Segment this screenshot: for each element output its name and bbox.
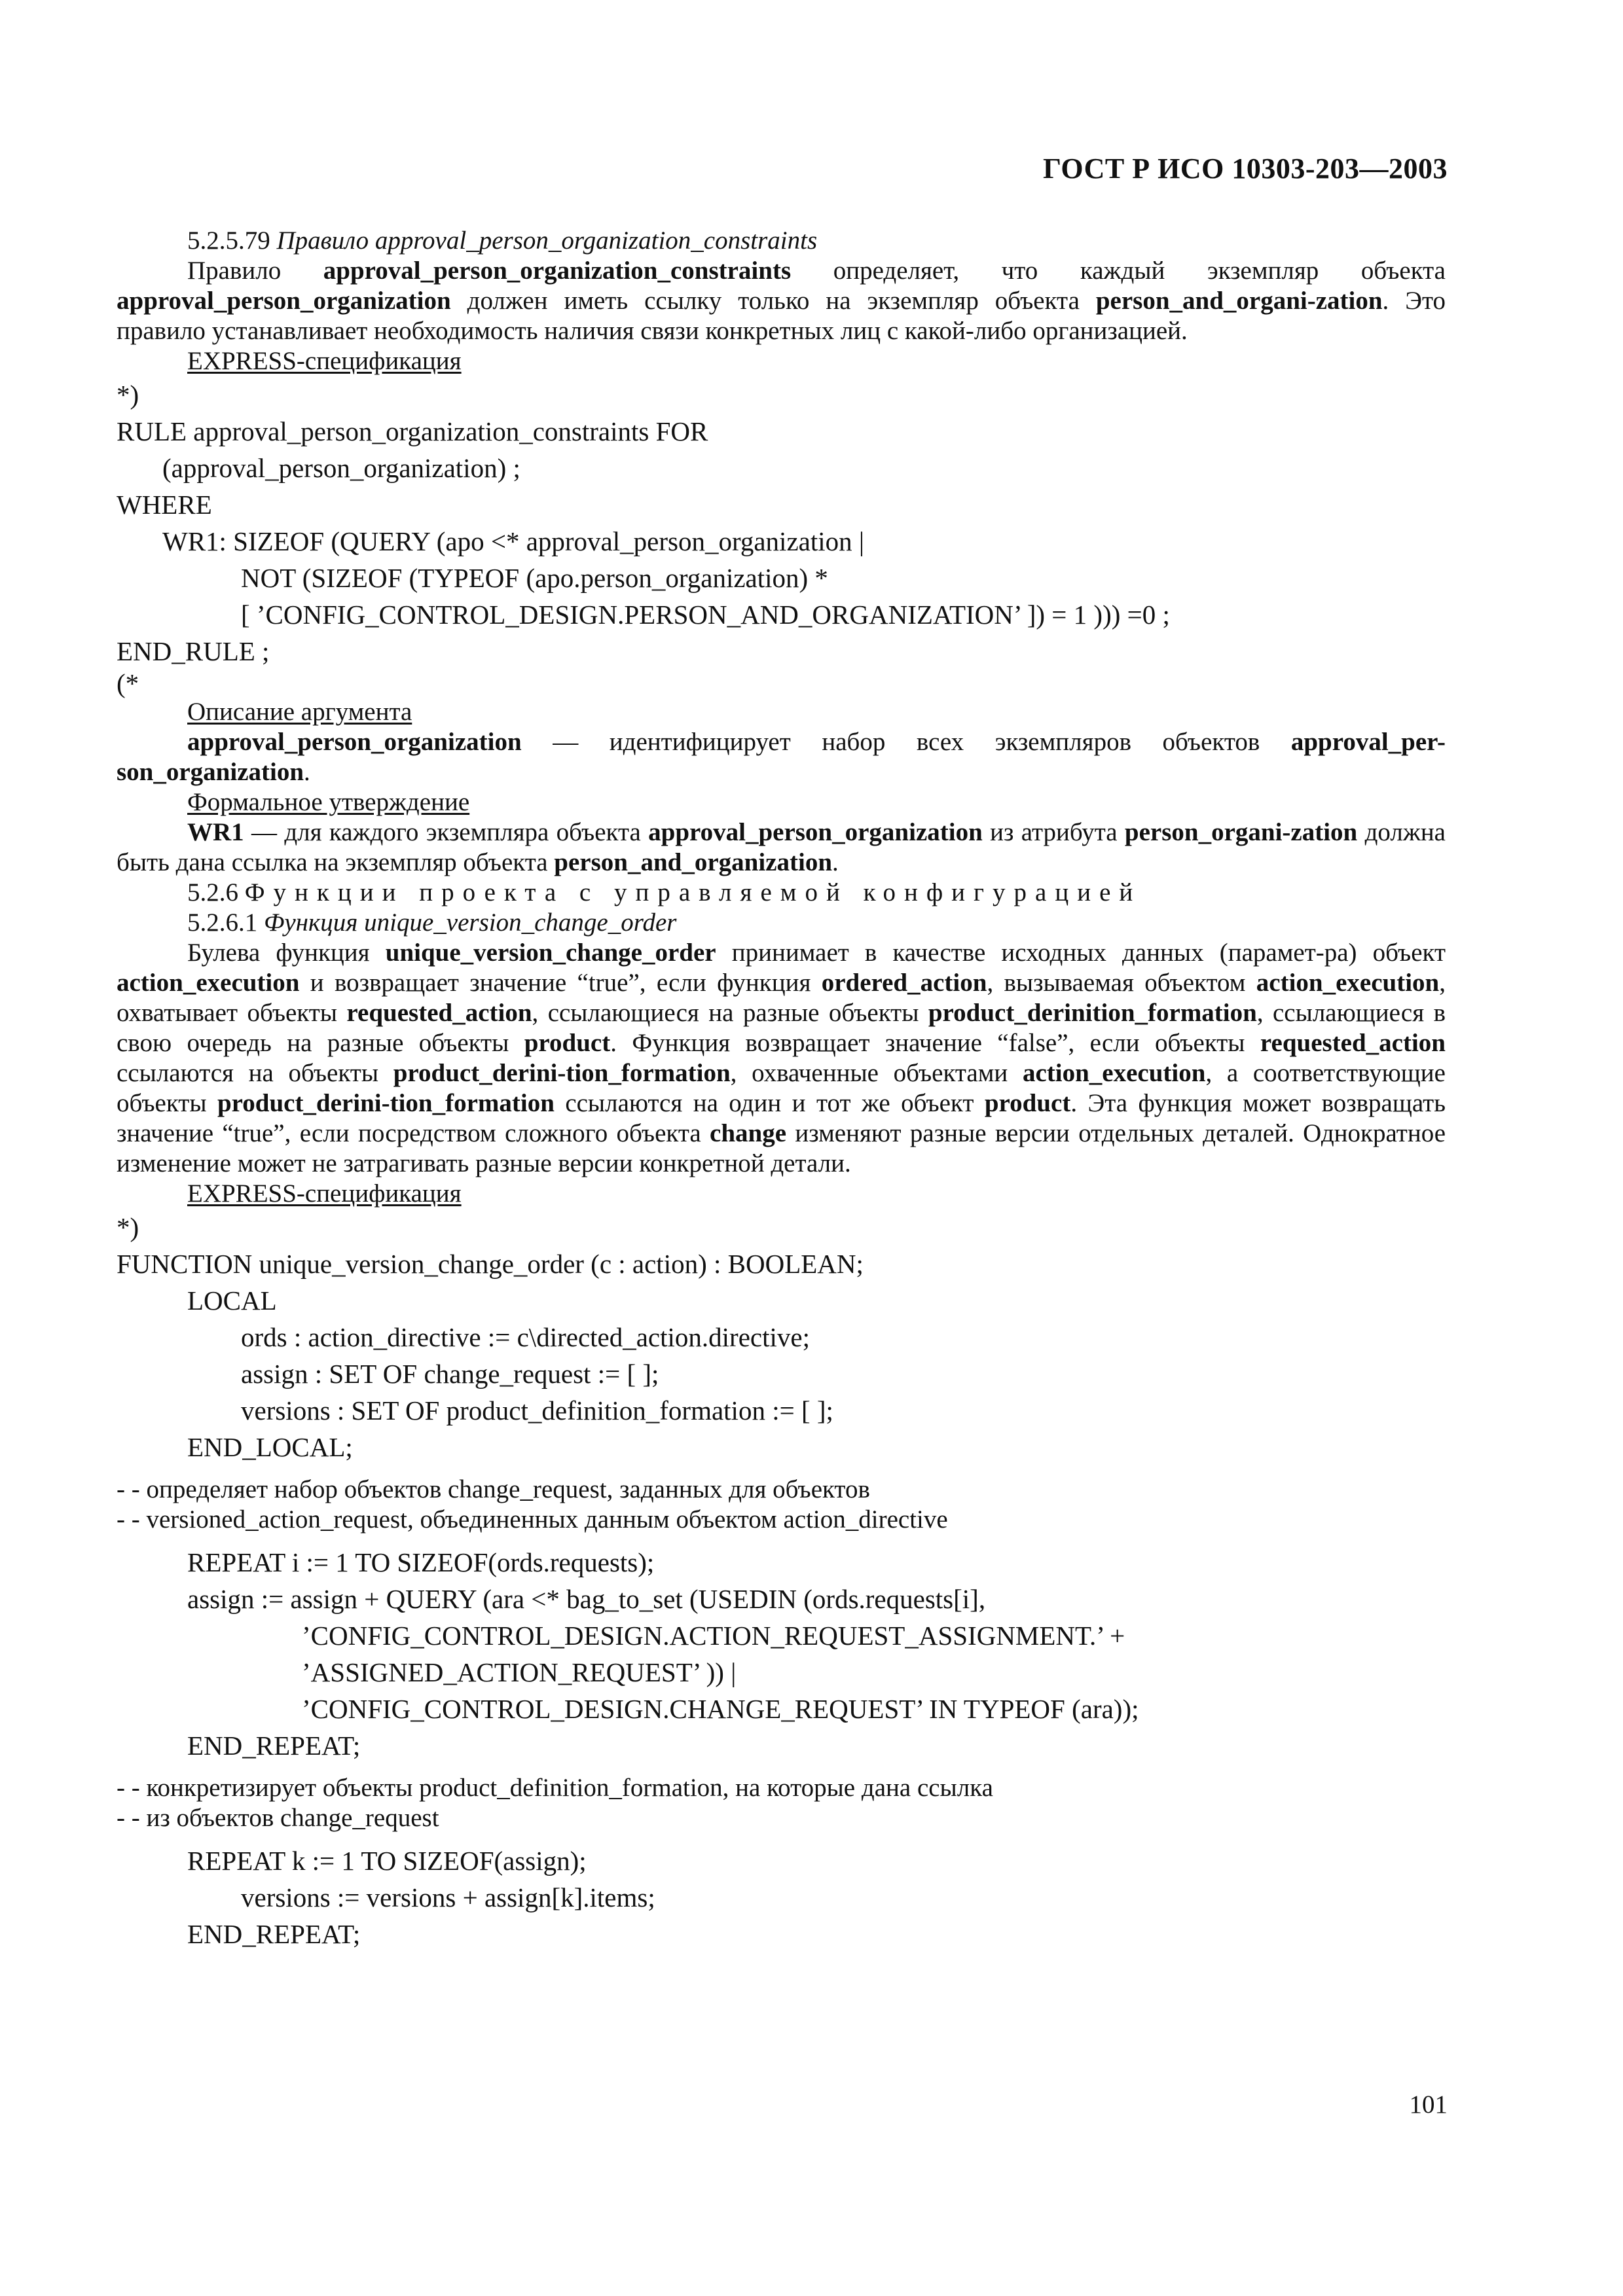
formal-heading — [117, 787, 1446, 817]
function-code-line-4: assign : SET OF change_request := [ ]; — [241, 1359, 659, 1389]
function-code-line-0: *) — [117, 1212, 139, 1242]
text-run: . — [304, 758, 310, 786]
text-run: , охватывает объекты — [117, 969, 1446, 1027]
section-5-2-5-79-title — [117, 226, 1446, 256]
section-number: 5.2.6 — [187, 878, 238, 906]
section-number: 5.2.6.1 — [187, 908, 258, 937]
code-comment-line-1: - - versioned_action_request, объединенных данным объектом action_directive — [117, 1505, 948, 1534]
bold-term: change — [710, 1119, 787, 1147]
argument-heading-label: Описание аргумента — [187, 698, 412, 726]
text-run: принимает в качестве исходных данных (парамет-ра) объект — [716, 939, 1446, 967]
rule-code-line-5: NOT (SIZEOF (TYPEOF (apo.person_organization) * — [241, 563, 828, 593]
text-run: . Это правило устанавливает необходимость наличия связи конкретных лиц с какой-либо организацией. — [117, 287, 1446, 345]
repeat-code-line-4: ’CONFIG_CONTROL_DESIGN.CHANGE_REQUEST’ IN TYPEOF (ara)); — [302, 1694, 1139, 1724]
text-run: — для каждого экземпляра объекта — [244, 818, 649, 846]
section-title: Правило approval_person_organization_constraints — [276, 226, 818, 255]
bold-term: product_derini-tion_formation — [393, 1059, 731, 1087]
bold-term: approval_person_organization — [117, 287, 451, 315]
repeat-code-line-0: REPEAT i := 1 TO SIZEOF(ords.requests); — [187, 1547, 655, 1577]
rule-code-line-6: [ ’CONFIG_CONTROL_DESIGN.PERSON_AND_ORGANIZATION’ ]) = 1 ))) =0 ; — [241, 600, 1170, 630]
function-code-line-1: FUNCTION unique_version_change_order (c : action) : BOOLEAN; — [117, 1249, 864, 1279]
bold-term: approval_per-son_organization — [117, 728, 1446, 786]
spacer — [117, 1465, 1446, 1475]
text-run: ссылаются на объекты — [117, 1059, 393, 1087]
bold-term: approval_person_organization — [187, 728, 522, 756]
rule-code-line-4: WR1: SIZEOF (QUERY (apo <* approval_person_organization | — [162, 526, 865, 556]
function-code-line-3: ords : action_directive := c\directed_action.directive; — [241, 1322, 810, 1352]
text-run: и возвращает значение “true”, если функция — [299, 969, 822, 997]
repeat-code-line-1: assign := assign + QUERY (ara <* bag_to_set (USEDIN (ords.requests[i], — [187, 1584, 986, 1614]
spacer — [117, 1764, 1446, 1773]
section-5-2-6-1-title — [117, 908, 1446, 938]
text-run: — идентифицирует набор всех экземпляров объектов — [521, 728, 1291, 756]
bold-term: person_and_organi-zation — [1095, 287, 1383, 315]
rule-code-line-2: (approval_person_organization) ; — [162, 453, 520, 483]
bold-term: action_execution — [1022, 1059, 1206, 1087]
bold-term: product — [984, 1089, 1071, 1117]
text-run: , ссылающиеся на разные объекты — [532, 999, 928, 1027]
express-heading-2 — [117, 1179, 1446, 1209]
text-run: . Эта функция может возвращать значение “true”, если посредством сложного объекта — [117, 1089, 1446, 1147]
bold-term: person_and_organization — [554, 848, 833, 876]
bold-term: product_derini-tion_formation — [217, 1089, 555, 1117]
section-5-2-6-title — [117, 878, 1446, 908]
bold-term: WR1 — [187, 818, 244, 846]
text-run: изменяют разные версии отдельных деталей. Однократное изменение может не затрагивать разные версии конкретной детали. — [117, 1119, 1446, 1177]
function-code-line-6: END_LOCAL; — [187, 1432, 353, 1462]
text-run: , ссылающиеся в свою очередь на разные объекты — [117, 999, 1446, 1057]
express-heading-label: EXPRESS-спецификация — [187, 1179, 462, 1208]
code-comment-line-0: - - определяет набор объектов change_request, заданных для объектов — [117, 1475, 870, 1503]
argument-paragraph — [117, 727, 1446, 787]
bold-term: ordered_action — [821, 969, 987, 997]
rule-code-line-1: RULE approval_person_organization_constraints FOR — [117, 416, 708, 446]
page-content — [117, 226, 1446, 1952]
bold-term: approval_person_organization_constraints — [323, 257, 792, 285]
page-number: 101 — [1409, 2090, 1448, 2119]
argument-heading — [117, 697, 1446, 727]
rule-description-paragraph — [117, 256, 1446, 346]
repeat-code-line-5: END_REPEAT; — [187, 1731, 361, 1761]
text-run: должен иметь ссылку только на экземпляр объекта — [450, 287, 1096, 315]
text-run: должна быть дана ссылка на экземпляр объекта — [117, 818, 1446, 876]
text-run: . Функция возвращает значение “false”, если объекты — [610, 1029, 1260, 1057]
text-run: Булева функция — [187, 939, 386, 967]
text-run: из атрибута — [982, 818, 1125, 846]
bold-term: action_execution — [1256, 969, 1440, 997]
spacer — [117, 1833, 1446, 1842]
rule-code-line-8: (* — [117, 668, 139, 698]
bold-term: requested_action — [1260, 1029, 1446, 1057]
spacer — [117, 1535, 1446, 1544]
text-run: , а соответствующие объекты — [117, 1059, 1446, 1117]
express-heading-label: EXPRESS-спецификация — [187, 347, 462, 375]
text-run: определяет, что каждый экземпляр объекта — [791, 257, 1446, 285]
code-comment-line-2: - - конкретизирует объекты product_definition_formation, на которые дана ссылка — [117, 1774, 993, 1802]
formal-paragraph — [117, 817, 1446, 878]
function-code-line-2: LOCAL — [187, 1285, 277, 1316]
rule-code-line-3: WHERE — [117, 490, 212, 520]
text-run: , вызываемая объектом — [987, 969, 1256, 997]
bold-term: product — [524, 1029, 611, 1057]
bold-term: requested_action — [346, 999, 532, 1027]
function-description-paragraph — [117, 938, 1446, 1179]
bold-term: action_execution — [117, 969, 300, 997]
section-title: Функции проекта с управляемой конфигурацией — [244, 878, 1142, 906]
bold-term: unique_version_change_order — [385, 939, 716, 967]
section-title: Функция unique_version_change_order — [264, 908, 677, 937]
bold-term: person_organi-zation — [1124, 818, 1358, 846]
code-comment-line-3: - - из объектов change_request — [117, 1804, 439, 1832]
bold-term: approval_person_organization — [648, 818, 983, 846]
repeat-code-line-3: ’ASSIGNED_ACTION_REQUEST’ )) | — [302, 1657, 737, 1687]
standard-header: ГОСТ Р ИСО 10303-203—2003 — [1042, 152, 1448, 185]
text-run: , охваченные объектами — [730, 1059, 1023, 1087]
rule-code-line-7: END_RULE ; — [117, 636, 270, 666]
bold-term: product_derinition_formation — [928, 999, 1257, 1027]
repeat-code-line-2: ’CONFIG_CONTROL_DESIGN.ACTION_REQUEST_ASSIGNMENT.’ + — [302, 1621, 1125, 1651]
text-run: ссылаются на один и тот же объект — [554, 1089, 985, 1117]
versions-code-line-1: versions := versions + assign[k].items; — [241, 1882, 655, 1912]
section-number: 5.2.5.79 — [187, 226, 270, 255]
versions-code-line-2: END_REPEAT; — [187, 1919, 361, 1949]
text-run: Правило — [187, 257, 323, 285]
text-run: . — [832, 848, 839, 876]
formal-heading-label: Формальное утверждение — [187, 788, 470, 816]
versions-code-line-0: REPEAT k := 1 TO SIZEOF(assign); — [187, 1846, 587, 1876]
rule-code-line-0: *) — [117, 380, 139, 410]
function-code-line-5: versions : SET OF product_definition_formation := [ ]; — [241, 1395, 833, 1426]
express-heading — [117, 346, 1446, 376]
